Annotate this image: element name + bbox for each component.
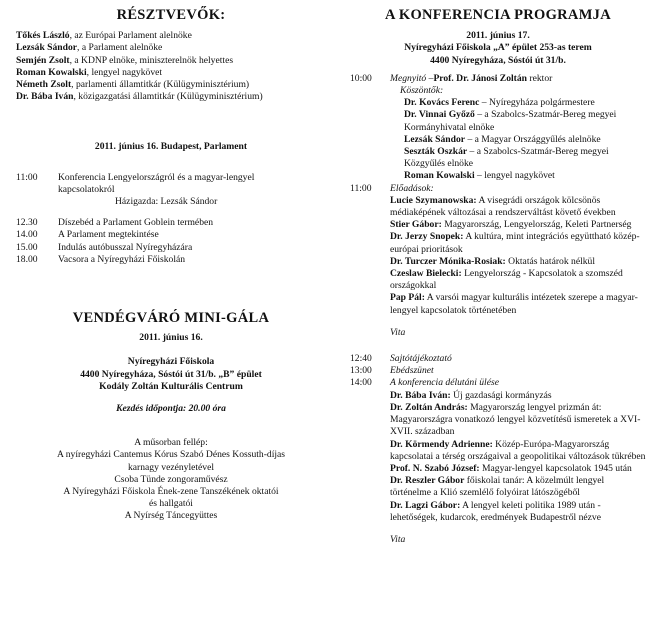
- text: karnagy vezényletével: [127, 461, 215, 473]
- text: 11:00: [16, 171, 38, 183]
- gala-intro: A műsorban fellép:: [134, 437, 208, 449]
- text: Dr. Bába Iván:: [390, 389, 451, 401]
- text: Roman Kowalski: [16, 66, 87, 78]
- text: 2011. június 17.: [466, 30, 530, 42]
- text: Dr. Vinnai Győző: [404, 109, 475, 121]
- participant: [16, 30, 326, 42]
- text: 2011. június 16.: [139, 332, 203, 344]
- text: és hallgatói: [149, 498, 193, 510]
- text: Sajtótájékoztató: [390, 353, 452, 365]
- text: – a Szabolcs-Szatmár-Bereg megyei Kormányhivatal elnöke: [404, 109, 617, 133]
- participant: [16, 79, 326, 91]
- schedule-item: [16, 229, 326, 241]
- lecture: [390, 475, 646, 499]
- program-date: [350, 30, 646, 67]
- left-column: [16, 0, 326, 523]
- greeter: [404, 170, 626, 182]
- text: – Nyíregyháza polgármestere: [479, 97, 595, 109]
- text: , az Európai Parlament alelnöke: [69, 30, 192, 42]
- gala-title: VENDÉGVÁRÓ MINI-GÁLA: [72, 310, 270, 327]
- schedule-item: [16, 217, 326, 229]
- text: A kultúra, mint integrációs együttható közép-európai prioritások: [390, 231, 640, 255]
- text: Új gazdasági kormányzás: [450, 389, 552, 401]
- text: A Nyírség Táncegyüttes: [124, 510, 218, 522]
- schedule-item: [350, 353, 646, 365]
- text: , a Parlament alelnöke: [77, 42, 163, 54]
- text: 13:00: [350, 365, 372, 377]
- gala-start: [16, 403, 326, 415]
- text: Dr. Zoltán András:: [390, 401, 468, 413]
- text: 14:00: [350, 377, 372, 389]
- text: Dr. Bába Iván: [16, 91, 74, 103]
- text: 14.00: [16, 229, 38, 241]
- text: Németh Zsolt: [16, 79, 72, 91]
- program-title: A KONFERENCIA PROGRAMJA: [384, 7, 611, 23]
- schedule-item: [16, 242, 326, 254]
- text: Magyar-lengyel kapcsolatok 1945 után: [479, 462, 632, 474]
- text: Díszebéd a Parlament Goblein termében: [58, 217, 214, 229]
- text: Dr. Turczer Mónika-Rosiak:: [390, 255, 506, 267]
- text: A lengyel keleti politika 1989 után - lehetőségek, kudarcok, eredmények Budapestről nézve: [390, 499, 601, 523]
- text: A Nyíregyházi Főiskola Ének-zene Tanszékének oktatói: [63, 486, 279, 498]
- greeter: [404, 109, 626, 133]
- text: Előadások:: [390, 182, 434, 194]
- text: Ebédszünet: [390, 365, 434, 377]
- text: Dr. Kovács Ferenc: [404, 97, 480, 109]
- text: Dr. Jerzy Snopek:: [390, 231, 464, 243]
- text: Czeslaw Bielecki:: [390, 268, 462, 280]
- participant: [16, 42, 326, 54]
- gala-date: [16, 332, 326, 344]
- participant: [16, 55, 326, 67]
- right-column: [350, 0, 646, 546]
- text: Dr. Reszler Gábor: [390, 475, 465, 487]
- vita-label: Vita: [390, 533, 406, 545]
- schedule-item: [16, 254, 326, 266]
- text: Közép-Európa-Magyarország kapcsolatai a térség országaival a geopolitikai változások tükrében: [390, 438, 646, 462]
- lecture: [390, 390, 646, 402]
- lecture: [390, 219, 646, 231]
- lecture: [390, 439, 646, 463]
- text: Indulás autóbusszal Nyíregyházára: [58, 241, 193, 253]
- text: – a Szabolcs-Szatmár-Bereg megyei Közgyűlés elnöke: [404, 146, 609, 170]
- text: Pap Pál:: [390, 292, 425, 304]
- text: A visegrádi országok kölcsönös médiaképének változásai a rendszerváltást követő években: [390, 194, 616, 219]
- schedule-item: [350, 365, 646, 377]
- text: Magyarország, Lengyelország, Keleti Partnerség: [441, 219, 632, 231]
- text: Magyarország lengyel prizmán át: Magyarországra vonatkozó lengyel közvetítésű ismeretek a XVI-XVII. században: [390, 401, 641, 438]
- day1-schedule: [16, 172, 326, 266]
- schedule-item: [16, 172, 326, 209]
- text: 4400 Nyíregyháza, Sóstói út 31/b.: [430, 54, 566, 66]
- text: Roman Kowalski: [404, 170, 475, 182]
- text: Kezdés időpontja: 20.00 óra: [116, 403, 226, 415]
- text: – lengyel nagykövet: [474, 170, 555, 182]
- text: Semjén Zsolt: [16, 54, 70, 66]
- afternoon-schedule: [350, 353, 646, 546]
- participants-list: [16, 30, 326, 103]
- text: főiskolai tanár: A közelmúlt lengyel történelme a Klió szemlélő folyóirat látószögéből: [390, 475, 605, 499]
- text: Lucie Szymanowska:: [390, 194, 477, 206]
- host-line: Házigazda: Lezsák Sándor: [115, 196, 218, 208]
- day1-heading: [16, 141, 326, 153]
- text: Köszöntők:: [400, 85, 444, 97]
- participant: [16, 67, 326, 79]
- lecture: [390, 195, 646, 219]
- lecture: [390, 268, 646, 292]
- text: Prof. N. Szabó József:: [390, 462, 480, 474]
- lecture: [390, 231, 646, 255]
- participants-title: RÉSZTVEVŐK:: [116, 7, 226, 23]
- text: , a KDNP elnöke, miniszterelnök helyettes: [69, 54, 234, 66]
- text: Stier Gábor:: [390, 219, 442, 231]
- gala-venue: [16, 356, 326, 393]
- lecture: [390, 292, 646, 316]
- text: 2011. június 16. Budapest, Parlament: [94, 141, 248, 153]
- text: , közigazgatási államtitkár (Külügyminisztérium): [73, 91, 263, 103]
- text: 10:00: [350, 72, 372, 84]
- text: Oktatás határok nélkül: [505, 255, 596, 267]
- text: 12:40: [350, 353, 372, 365]
- text: Dr. Lagzi Gábor:: [390, 499, 461, 511]
- greeter: [404, 97, 626, 109]
- text: 11:00: [350, 182, 372, 194]
- text: , parlamenti államtitkár (Külügyminisztérium): [71, 79, 250, 91]
- lecture: [390, 463, 646, 475]
- text: A konferencia délutáni ülése: [390, 377, 499, 389]
- greeter: [404, 146, 626, 170]
- vita-label: Vita: [390, 326, 406, 338]
- text: Vacsora a Nyíregyházi Főiskolán: [58, 253, 186, 265]
- lecture: [390, 500, 646, 524]
- text: – a Magyar Országgyűlés alelnöke: [465, 133, 601, 145]
- participant: [16, 91, 326, 103]
- lecture: [390, 402, 646, 439]
- text: A varsói magyar kulturális intézetek szerepe a magyar-lengyel kapcsolatok történetében: [390, 292, 638, 316]
- text: 4400 Nyíregyháza, Sóstói út 31/b. „B” épület: [80, 368, 262, 380]
- lecture: [390, 256, 646, 268]
- greeter: [404, 134, 626, 146]
- text: Csoba Tünde zongoraművész: [114, 473, 228, 485]
- text: Lezsák Sándor: [404, 133, 466, 145]
- text: Nyíregyházi Főiskola: [127, 356, 215, 368]
- text: Megnyitó –: [390, 72, 434, 84]
- text: Dr. Körmendy Adrienne:: [390, 438, 493, 450]
- text: 15.00: [16, 241, 38, 253]
- text: A nyíregyházi Cantemus Kórus Szabó Dénes Kossuth-díjas: [56, 449, 286, 461]
- text: 18.00: [16, 253, 38, 265]
- text: Seszták Oszkár: [404, 146, 468, 158]
- text: 12.30: [16, 217, 38, 229]
- text: , lengyel nagykövet: [86, 66, 163, 78]
- lectures-block: [350, 183, 646, 339]
- afternoon-block: [350, 377, 646, 546]
- text: Lezsák Sándor: [16, 42, 78, 54]
- text: Nyíregyházi Főiskola „A” épület 253-as terem: [404, 42, 592, 54]
- text: Prof. Dr. Jánosi Zoltán: [433, 72, 527, 84]
- gala-performers: [16, 449, 326, 522]
- opening-block: [350, 73, 646, 183]
- text: Lengyelország - Kapcsolatok a szomszéd országokkal: [390, 268, 623, 292]
- text: Tőkés László: [16, 30, 70, 42]
- text: A Parlament megtekintése: [58, 229, 159, 241]
- text: Kodály Zoltán Kulturális Centrum: [99, 380, 243, 392]
- text: rektor: [527, 72, 553, 84]
- text: Konferencia Lengyelországról és a magyar-lengyel kapcsolatokról: [58, 171, 255, 195]
